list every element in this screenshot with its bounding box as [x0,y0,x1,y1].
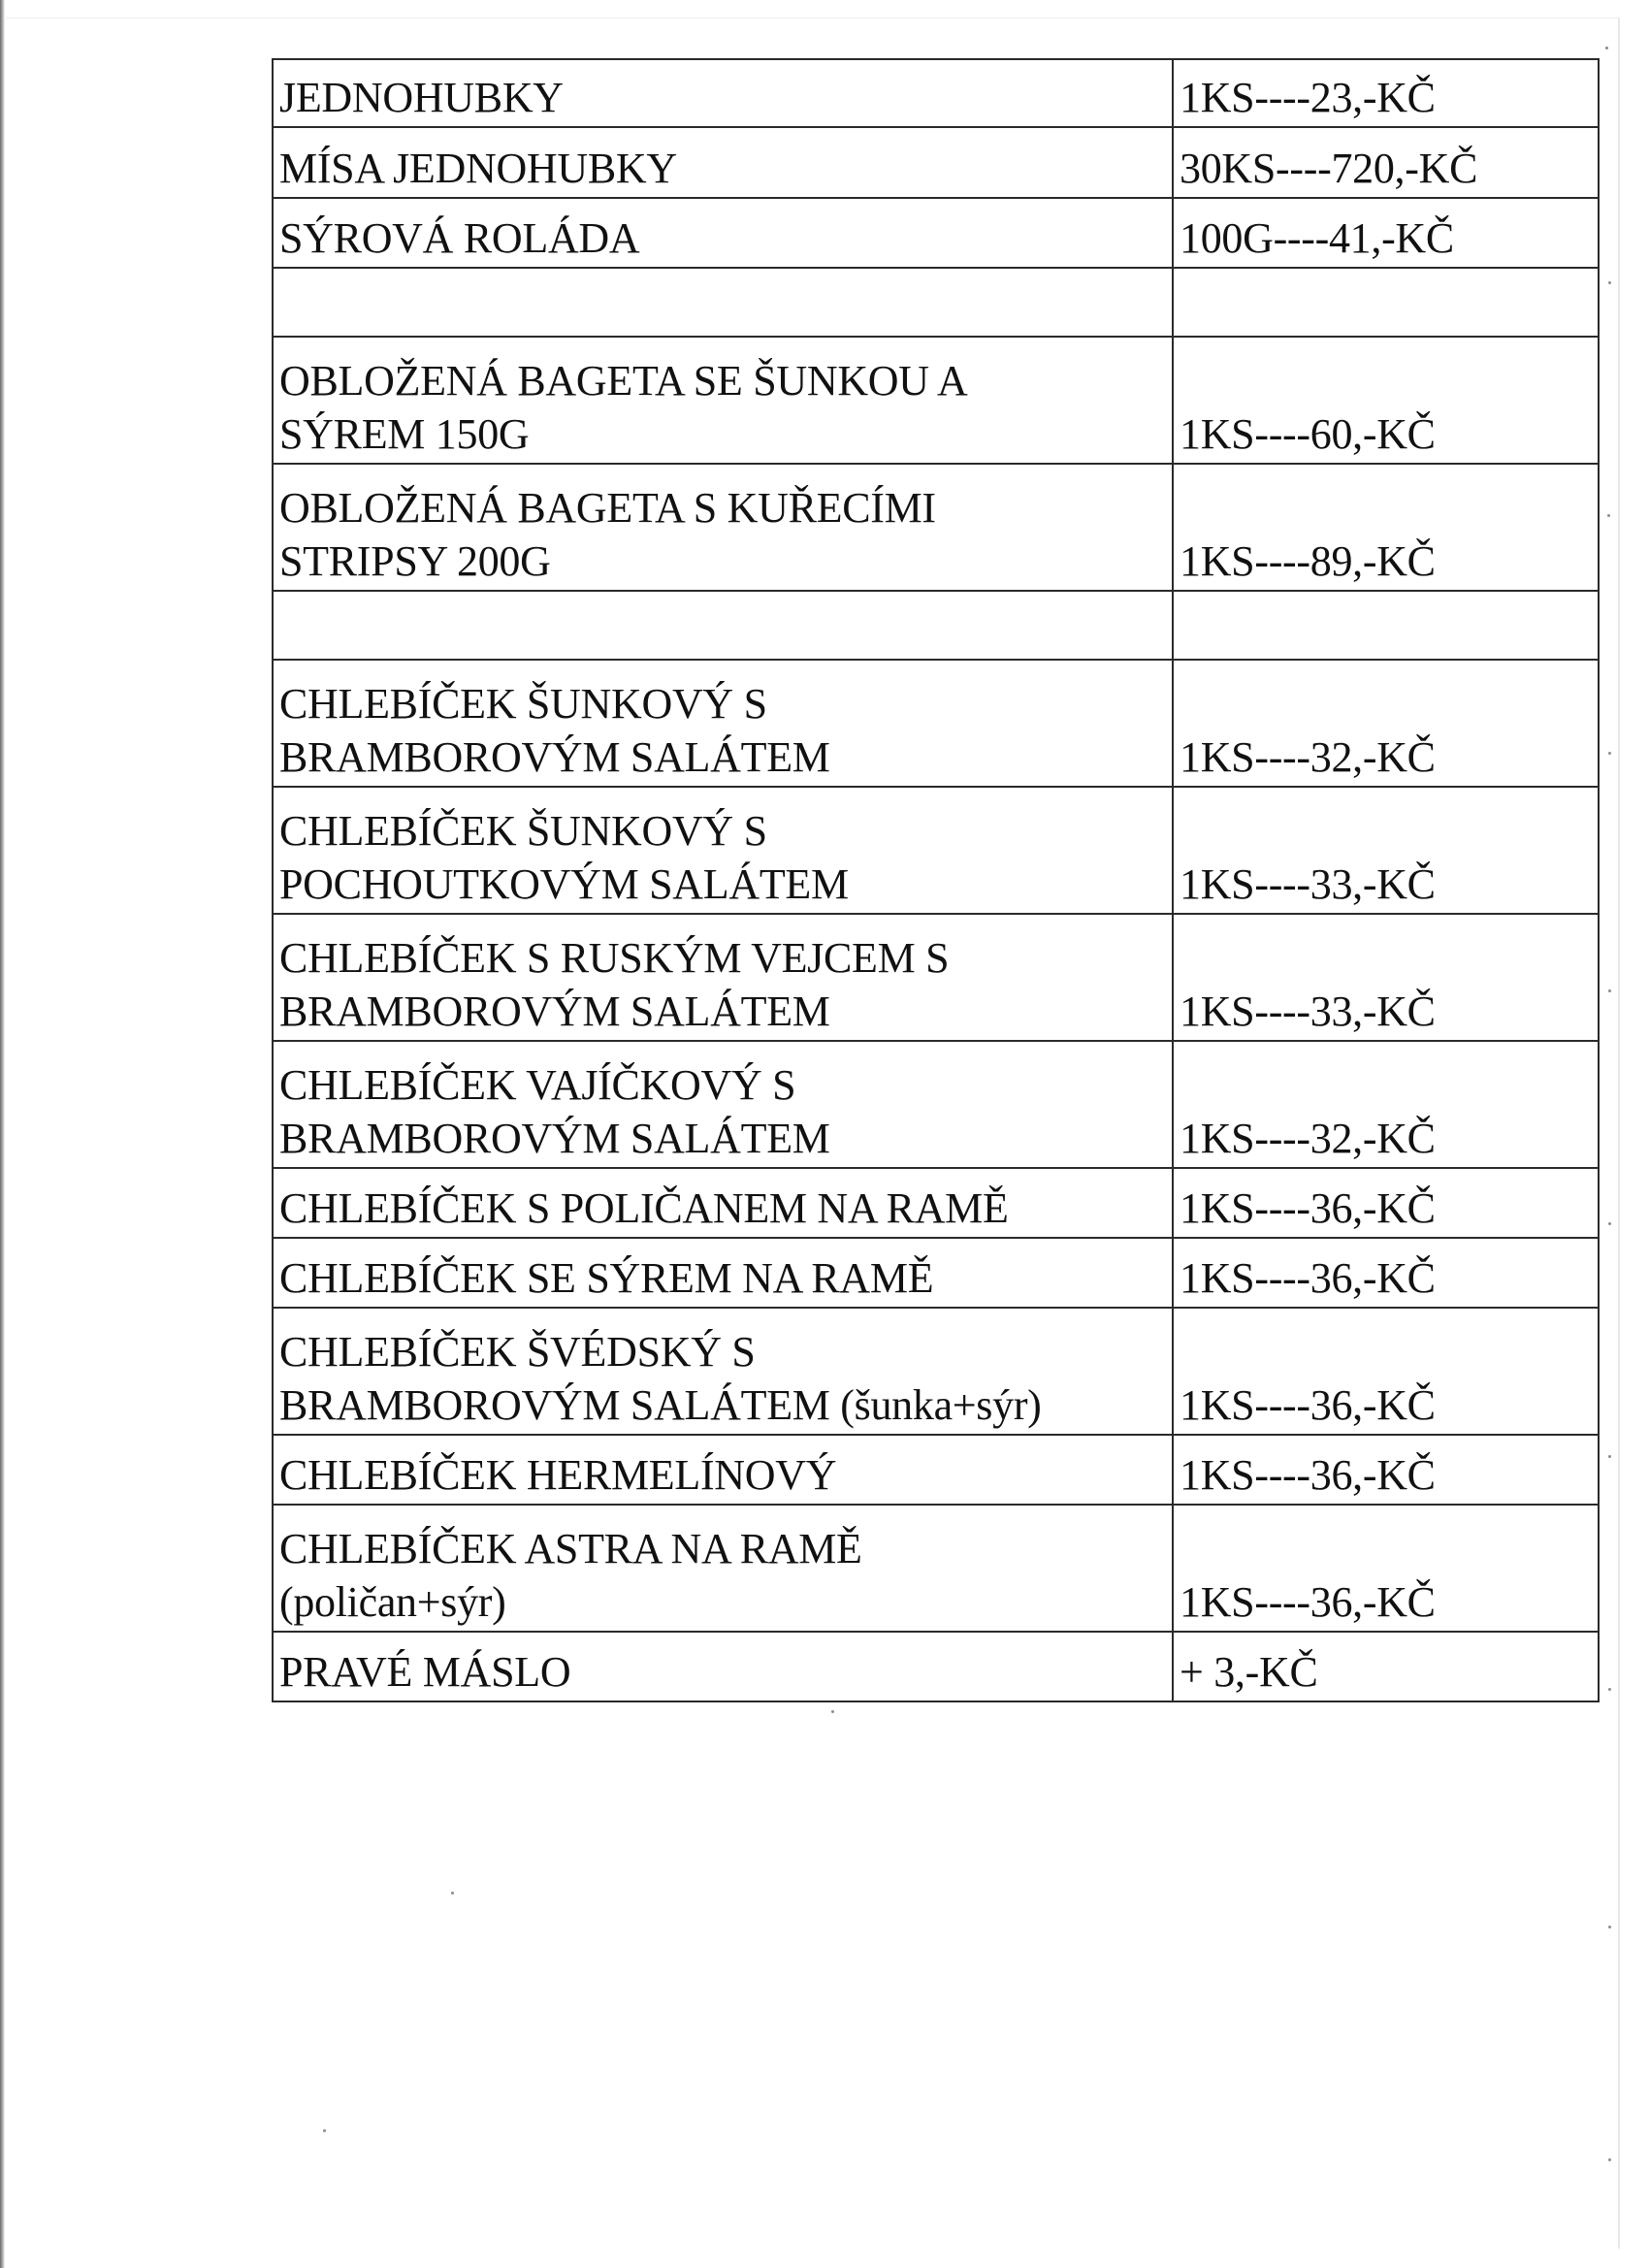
item-price: 100G----41,-KČ [1173,198,1599,268]
item-price: 1KS----36,-KČ [1173,1308,1599,1435]
scan-speck [1608,752,1611,755]
item-price [1173,591,1599,660]
item-name: CHLEBÍČEK HERMELÍNOVÝ [273,1435,1173,1505]
scan-speck [1608,1926,1611,1928]
item-name: CHLEBÍČEK VAJÍČKOVÝ S BRAMBOROVÝM SALÁTEM [273,1041,1173,1168]
item-price: 1KS----32,-KČ [1173,660,1599,787]
item-price: 1KS----33,-KČ [1173,787,1599,914]
item-name: MÍSA JEDNOHUBKY [273,127,1173,198]
item-name: CHLEBÍČEK S RUSKÝM VEJCEM S BRAMBOROVÝM SALÁTEM [273,914,1173,1041]
table-row [273,1632,1599,1701]
item-price [1173,268,1599,337]
scan-speck [323,2129,326,2132]
table-row [273,660,1599,787]
table-row [273,914,1599,1041]
table-row [273,787,1599,914]
table-row [273,337,1599,464]
scan-speck [1605,47,1608,49]
scan-speck [1608,281,1611,284]
item-name: CHLEBÍČEK ŠUNKOVÝ S BRAMBOROVÝM SALÁTEM [273,660,1173,787]
item-price: 1KS----32,-KČ [1173,1041,1599,1168]
table-row [273,1238,1599,1308]
item-name [273,268,1173,337]
item-name: PRAVÉ MÁSLO [273,1632,1173,1701]
empty-row [273,268,1599,337]
table-row [273,464,1599,591]
scan-speck [1608,1688,1611,1691]
item-name: CHLEBÍČEK ASTRA NA RAMĚ (poličan+sýr) [273,1505,1173,1632]
item-name: SÝROVÁ ROLÁDA [273,198,1173,268]
table-row [273,1041,1599,1168]
table-row [273,1505,1599,1632]
scan-speck [1608,989,1611,992]
scan-speck [451,1892,454,1895]
scan-speck [1608,2158,1611,2161]
item-price: 1KS----60,-KČ [1173,337,1599,464]
item-price: 1KS----36,-KČ [1173,1168,1599,1238]
item-name [273,591,1173,660]
item-price: 1KS----33,-KČ [1173,914,1599,1041]
table-row [273,1308,1599,1435]
table-row [273,127,1599,198]
item-price: + 3,-KČ [1173,1632,1599,1701]
scan-edge [0,0,5,2268]
item-name: JEDNOHUBKY [273,59,1173,127]
table-row [273,1168,1599,1238]
scan-speck [1608,1222,1611,1225]
item-name: CHLEBÍČEK ŠUNKOVÝ S POCHOUTKOVÝM SALÁTEM [273,787,1173,914]
item-name: OBLOŽENÁ BAGETA S KUŘECÍMI STRIPSY 200G [273,464,1173,591]
item-price: 1KS----36,-KČ [1173,1435,1599,1505]
scan-speck [831,1710,834,1713]
scan-speck [1607,514,1610,517]
item-name: OBLOŽENÁ BAGETA SE ŠUNKOU A SÝREM 150G [273,337,1173,464]
table-row [273,198,1599,268]
price-list-table [272,58,1600,1702]
item-price: 1KS----89,-KČ [1173,464,1599,591]
item-name: CHLEBÍČEK ŠVÉDSKÝ S BRAMBOROVÝM SALÁTEM (šunka+sýr) [273,1308,1173,1435]
empty-row [273,591,1599,660]
item-price: 1KS----23,-KČ [1173,59,1599,127]
scan-speck [1608,1455,1611,1458]
item-price: 1KS----36,-KČ [1173,1238,1599,1308]
item-price: 30KS----720,-KČ [1173,127,1599,198]
item-name: CHLEBÍČEK S POLIČANEM NA RAMĚ [273,1168,1173,1238]
item-price: 1KS----36,-KČ [1173,1505,1599,1632]
table-row [273,1435,1599,1505]
item-name: CHLEBÍČEK SE SÝREM NA RAMĚ [273,1238,1173,1308]
table-row [273,59,1599,127]
